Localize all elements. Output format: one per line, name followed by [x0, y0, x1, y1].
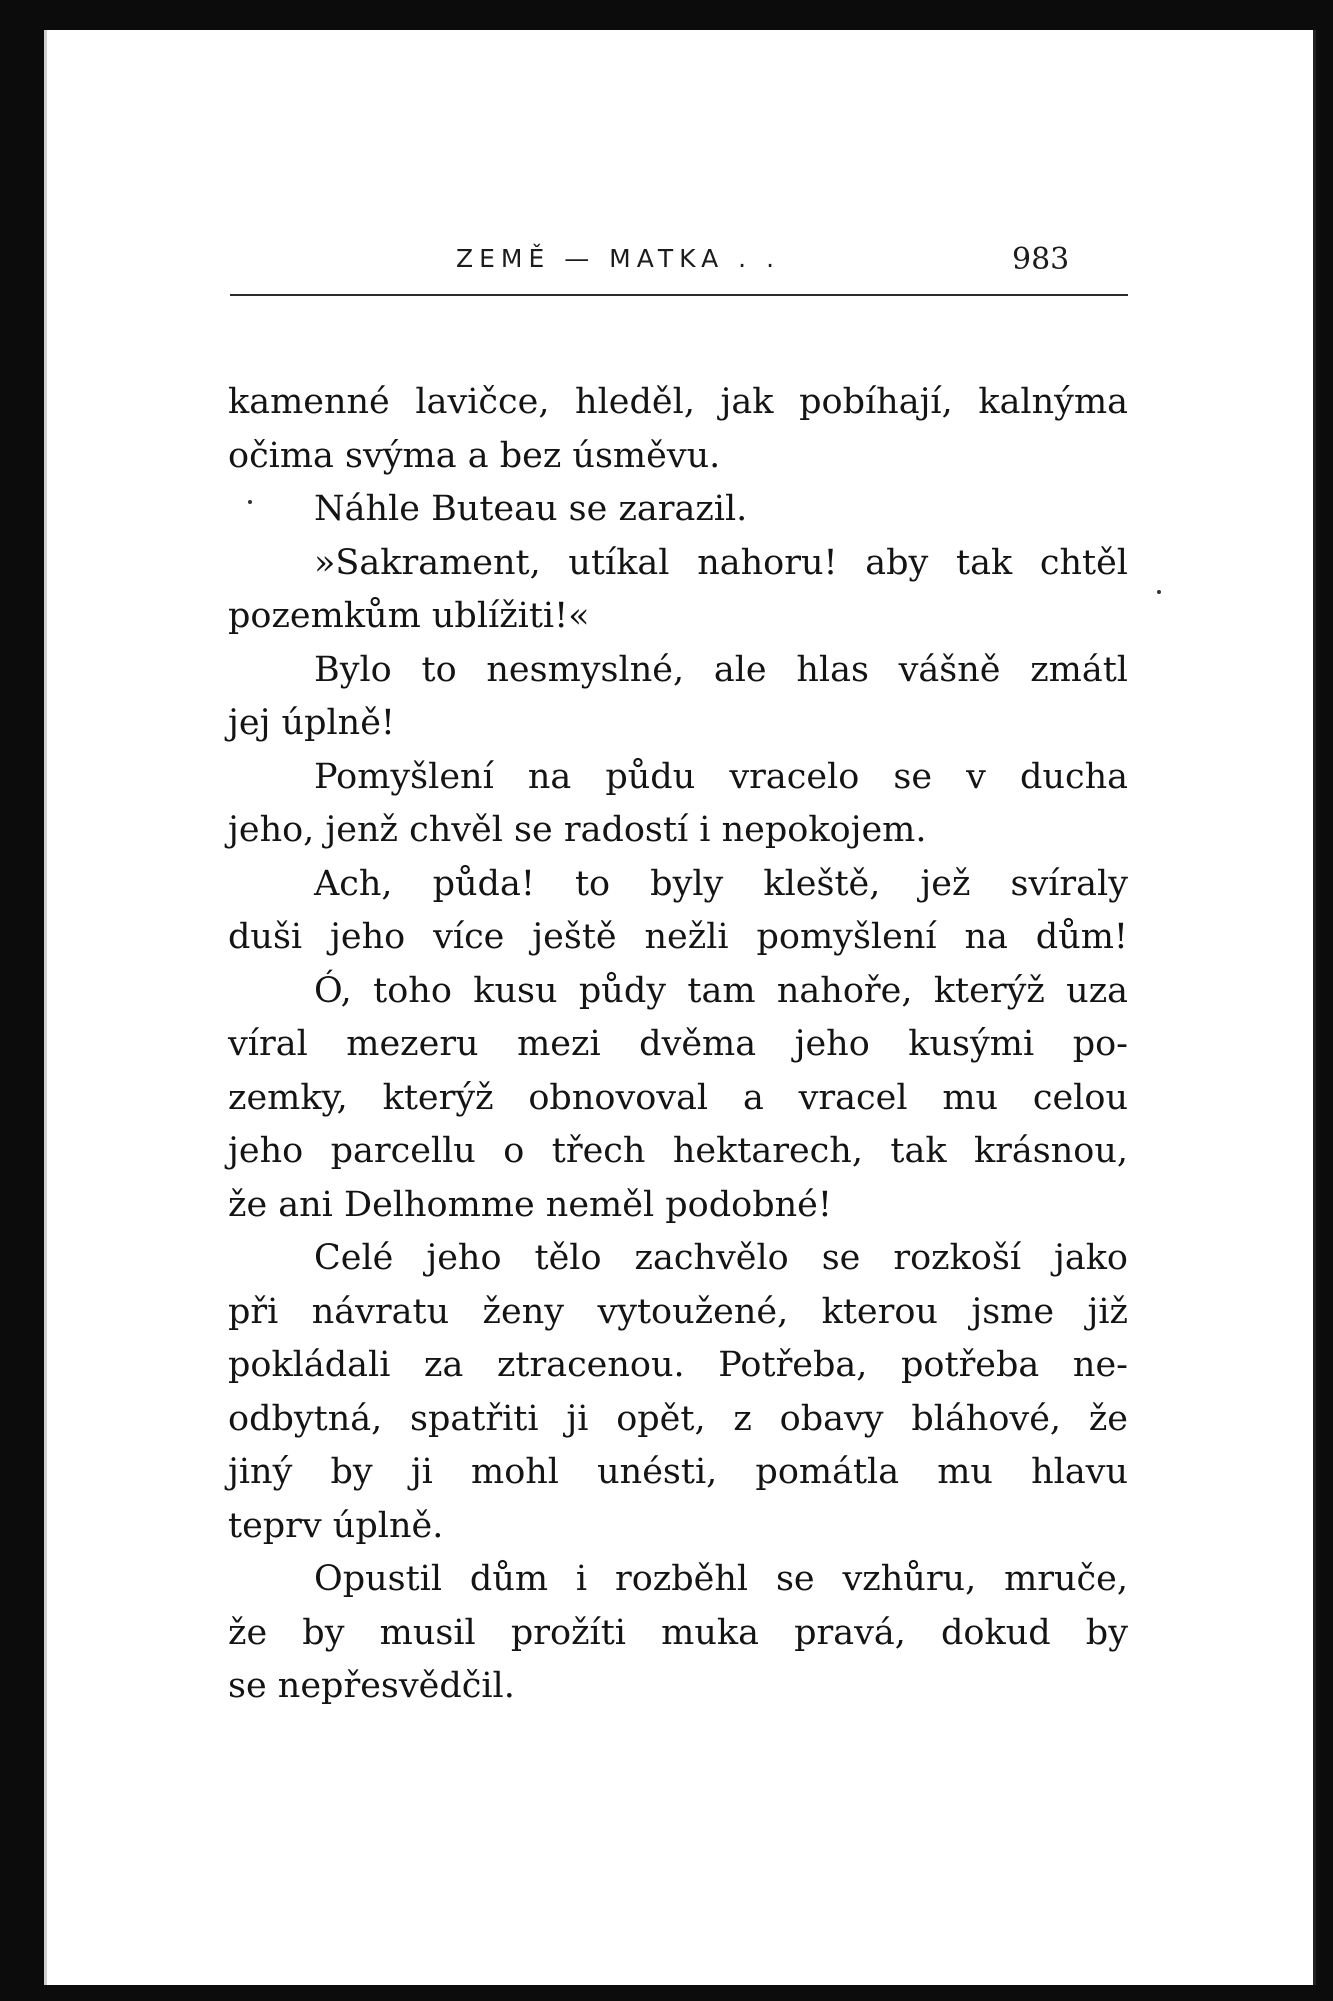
text-line: jej úplně! — [228, 703, 396, 743]
text-line: že by musil prožíti muka pravá, dokud by — [228, 1612, 1128, 1653]
text-line: pozemkům ublížiti!« — [228, 596, 590, 636]
text-line: Opustil dům i rozběhl se vzhůru, mruče, — [314, 1559, 1128, 1599]
text-line: jiný by ji mohl unésti, pomátla mu hlavu — [228, 1452, 1128, 1492]
text-line: kamenné lavičce, hleděl, jak pobíhají, kalnýma — [228, 382, 1128, 422]
text-line: víral mezeru mezi dvěma jeho kusými po- — [228, 1024, 1128, 1064]
running-head-title: ZEMĚ — MATKA . . — [456, 244, 781, 273]
text-line: pokládali za ztracenou. Potřeba, potřeba ne- — [228, 1345, 1128, 1385]
text-line: Bylo to nesmyslné, ale hlas vášně zmátl — [314, 649, 1128, 690]
text-line: jeho, jenž chvěl se radostí i nepokojem. — [228, 810, 927, 850]
text-line: Náhle Buteau se zarazil. — [314, 489, 748, 529]
text-line: Ach, půda! to byly kleště, jež svíraly — [314, 863, 1128, 904]
text-line: při návratu ženy vytoužené, kterou jsme již — [228, 1291, 1128, 1332]
print-speck — [248, 500, 252, 504]
text-line: Celé jeho tělo zachvělo se rozkoší jako — [314, 1238, 1128, 1278]
page-number: 983 — [1012, 242, 1070, 277]
page-edge-right — [1313, 30, 1316, 1985]
page-edge-left — [44, 30, 47, 1985]
print-speck — [1157, 590, 1161, 594]
book-page — [44, 30, 1316, 1985]
text-line: »Sakrament, utíkal nahoru! aby tak chtěl — [314, 542, 1128, 583]
text-line: očima svýma a bez úsměvu. — [228, 435, 721, 476]
text-line: zemky, kterýž obnovoval a vracel mu celou — [228, 1077, 1128, 1118]
text-line: Ó, toho kusu půdy tam nahoře, kterýž uza — [314, 970, 1128, 1011]
text-line: Pomyšlení na půdu vracelo se v ducha — [314, 756, 1128, 797]
body-text — [228, 376, 1128, 1714]
text-line: že ani Delhomme neměl podobné! — [228, 1184, 832, 1225]
header-rule — [230, 294, 1128, 296]
text-line: se nepřesvědčil. — [228, 1666, 515, 1706]
text-line: teprv úplně. — [228, 1505, 444, 1546]
text-line: duši jeho více ještě nežli pomyšlení na dům! — [228, 917, 1128, 957]
text-line: odbytná, spatřiti ji opět, z obavy bláhové, že — [228, 1398, 1128, 1439]
text-line: jeho parcellu o třech hektarech, tak krásnou, — [228, 1131, 1128, 1171]
